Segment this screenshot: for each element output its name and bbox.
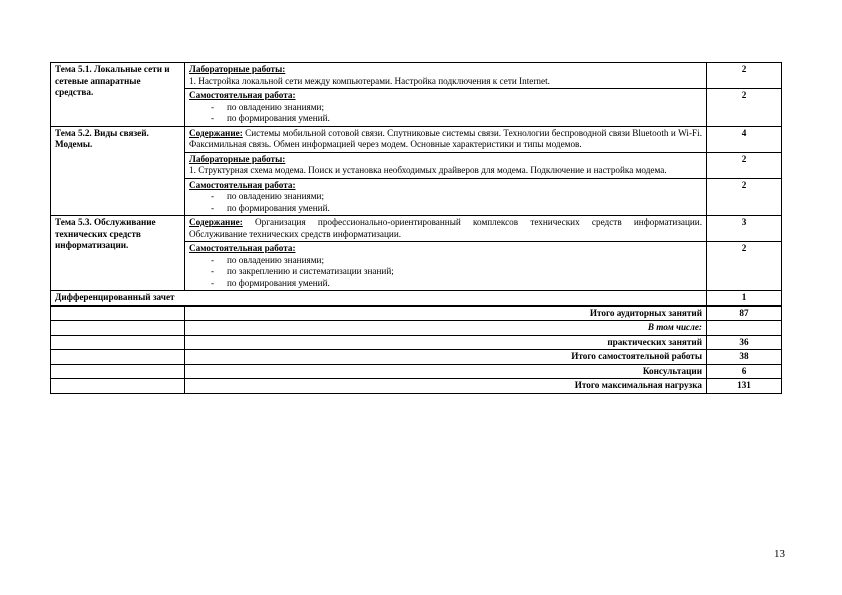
content-cell <box>185 216 707 242</box>
table-row <box>51 63 782 89</box>
self-work-cell <box>185 242 707 291</box>
content-cell <box>185 126 707 152</box>
lab-label: Лабораторные работы: <box>189 64 286 74</box>
total-auditory-label: Итого аудиторных занятий <box>185 306 707 321</box>
hours-cell: 3 <box>707 216 782 242</box>
table-row <box>51 364 782 379</box>
hours-cell: 1 <box>707 291 782 306</box>
table-row <box>51 291 782 306</box>
empty-cell <box>707 321 782 336</box>
lab-cell <box>185 152 707 178</box>
empty-cell <box>51 379 185 394</box>
total-self-value: 38 <box>707 350 782 365</box>
lab-item: 1. Структурная схема модема. Поиск и установка необходимых драйверов для модема. Подключение и настройка модема. <box>189 165 667 175</box>
hours-cell: 2 <box>707 89 782 127</box>
table-row <box>51 379 782 394</box>
self-work-list <box>189 191 702 214</box>
empty-cell <box>51 350 185 365</box>
empty-cell <box>51 364 185 379</box>
hours-cell: 2 <box>707 152 782 178</box>
total-max-value: 131 <box>707 379 782 394</box>
lab-label: Лабораторные работы: <box>189 153 286 164</box>
including-label: В том числе: <box>185 321 707 336</box>
page-number: 13 <box>774 548 785 560</box>
table-row <box>51 321 782 336</box>
topic-5-3: Тема 5.3. Обслуживание технических средств информатизации. <box>51 216 185 291</box>
total-self-label: Итого самостоятельной работы <box>185 350 707 365</box>
self-work-list <box>189 102 702 125</box>
consult-value: 6 <box>707 364 782 379</box>
self-work-list <box>189 255 702 290</box>
lab-cell <box>185 63 707 89</box>
self-work-label: Самостоятельная работа: <box>189 179 296 190</box>
hours-cell: 2 <box>707 63 782 89</box>
self-work-cell <box>185 89 707 127</box>
list-item: - по овладению знаниями; <box>227 255 702 267</box>
self-work-label: Самостоятельная работа: <box>189 90 296 100</box>
hours-cell: 2 <box>707 178 782 216</box>
empty-cell <box>51 321 185 336</box>
table-row <box>51 126 782 152</box>
diff-credit-label: Дифференцированный зачет <box>51 291 707 306</box>
list-item: - по формирования умений. <box>227 278 702 290</box>
self-work-cell <box>185 178 707 216</box>
practical-label: практических занятий <box>185 335 707 350</box>
list-item: - по формирования умений. <box>227 113 702 125</box>
list-item: - по овладению знаниями; <box>227 191 702 203</box>
content-label: Содержание: <box>189 217 243 227</box>
total-max-label: Итого максимальная нагрузка <box>185 379 707 394</box>
table-row <box>51 216 782 242</box>
consult-label: Консультации <box>185 364 707 379</box>
table-row <box>51 335 782 350</box>
total-auditory-value: 87 <box>707 306 782 321</box>
content-label: Содержание: <box>189 127 243 138</box>
practical-value: 36 <box>707 335 782 350</box>
curriculum-table <box>50 62 782 394</box>
topic-5-2: Тема 5.2. Виды связей. Модемы. <box>51 126 185 216</box>
list-item: - по закреплению и систематизации знаний; <box>227 266 702 278</box>
hours-cell: 2 <box>707 242 782 291</box>
table-row <box>51 350 782 365</box>
empty-cell <box>51 335 185 350</box>
hours-cell: 4 <box>707 126 782 152</box>
list-item: - по формирования умений. <box>227 203 702 215</box>
content-text: Организация профессионально-ориентированный комплексов технических средств информатизации. Обслуживание технических средств информатизации. <box>189 217 702 239</box>
topic-5-1: Тема 5.1. Локальные сети и сетевые аппаратные средства. <box>51 63 185 127</box>
self-work-label: Самостоятельная работа: <box>189 243 296 253</box>
table-row <box>51 306 782 321</box>
content-text: Системы мобильной сотовой связи. Спутниковые системы связи. Технологии беспроводной связи Bluetooth и Wi-Fi. Факсимильная связь. Обмен информацией через модем. Основные характеристики и типы модемов. <box>189 127 702 149</box>
lab-item: 1. Настройка локальной сети между компьютерами. Настройка подключения к сети Internet. <box>189 75 550 86</box>
empty-cell <box>51 306 185 321</box>
list-item: - по овладению знаниями; <box>227 102 702 114</box>
